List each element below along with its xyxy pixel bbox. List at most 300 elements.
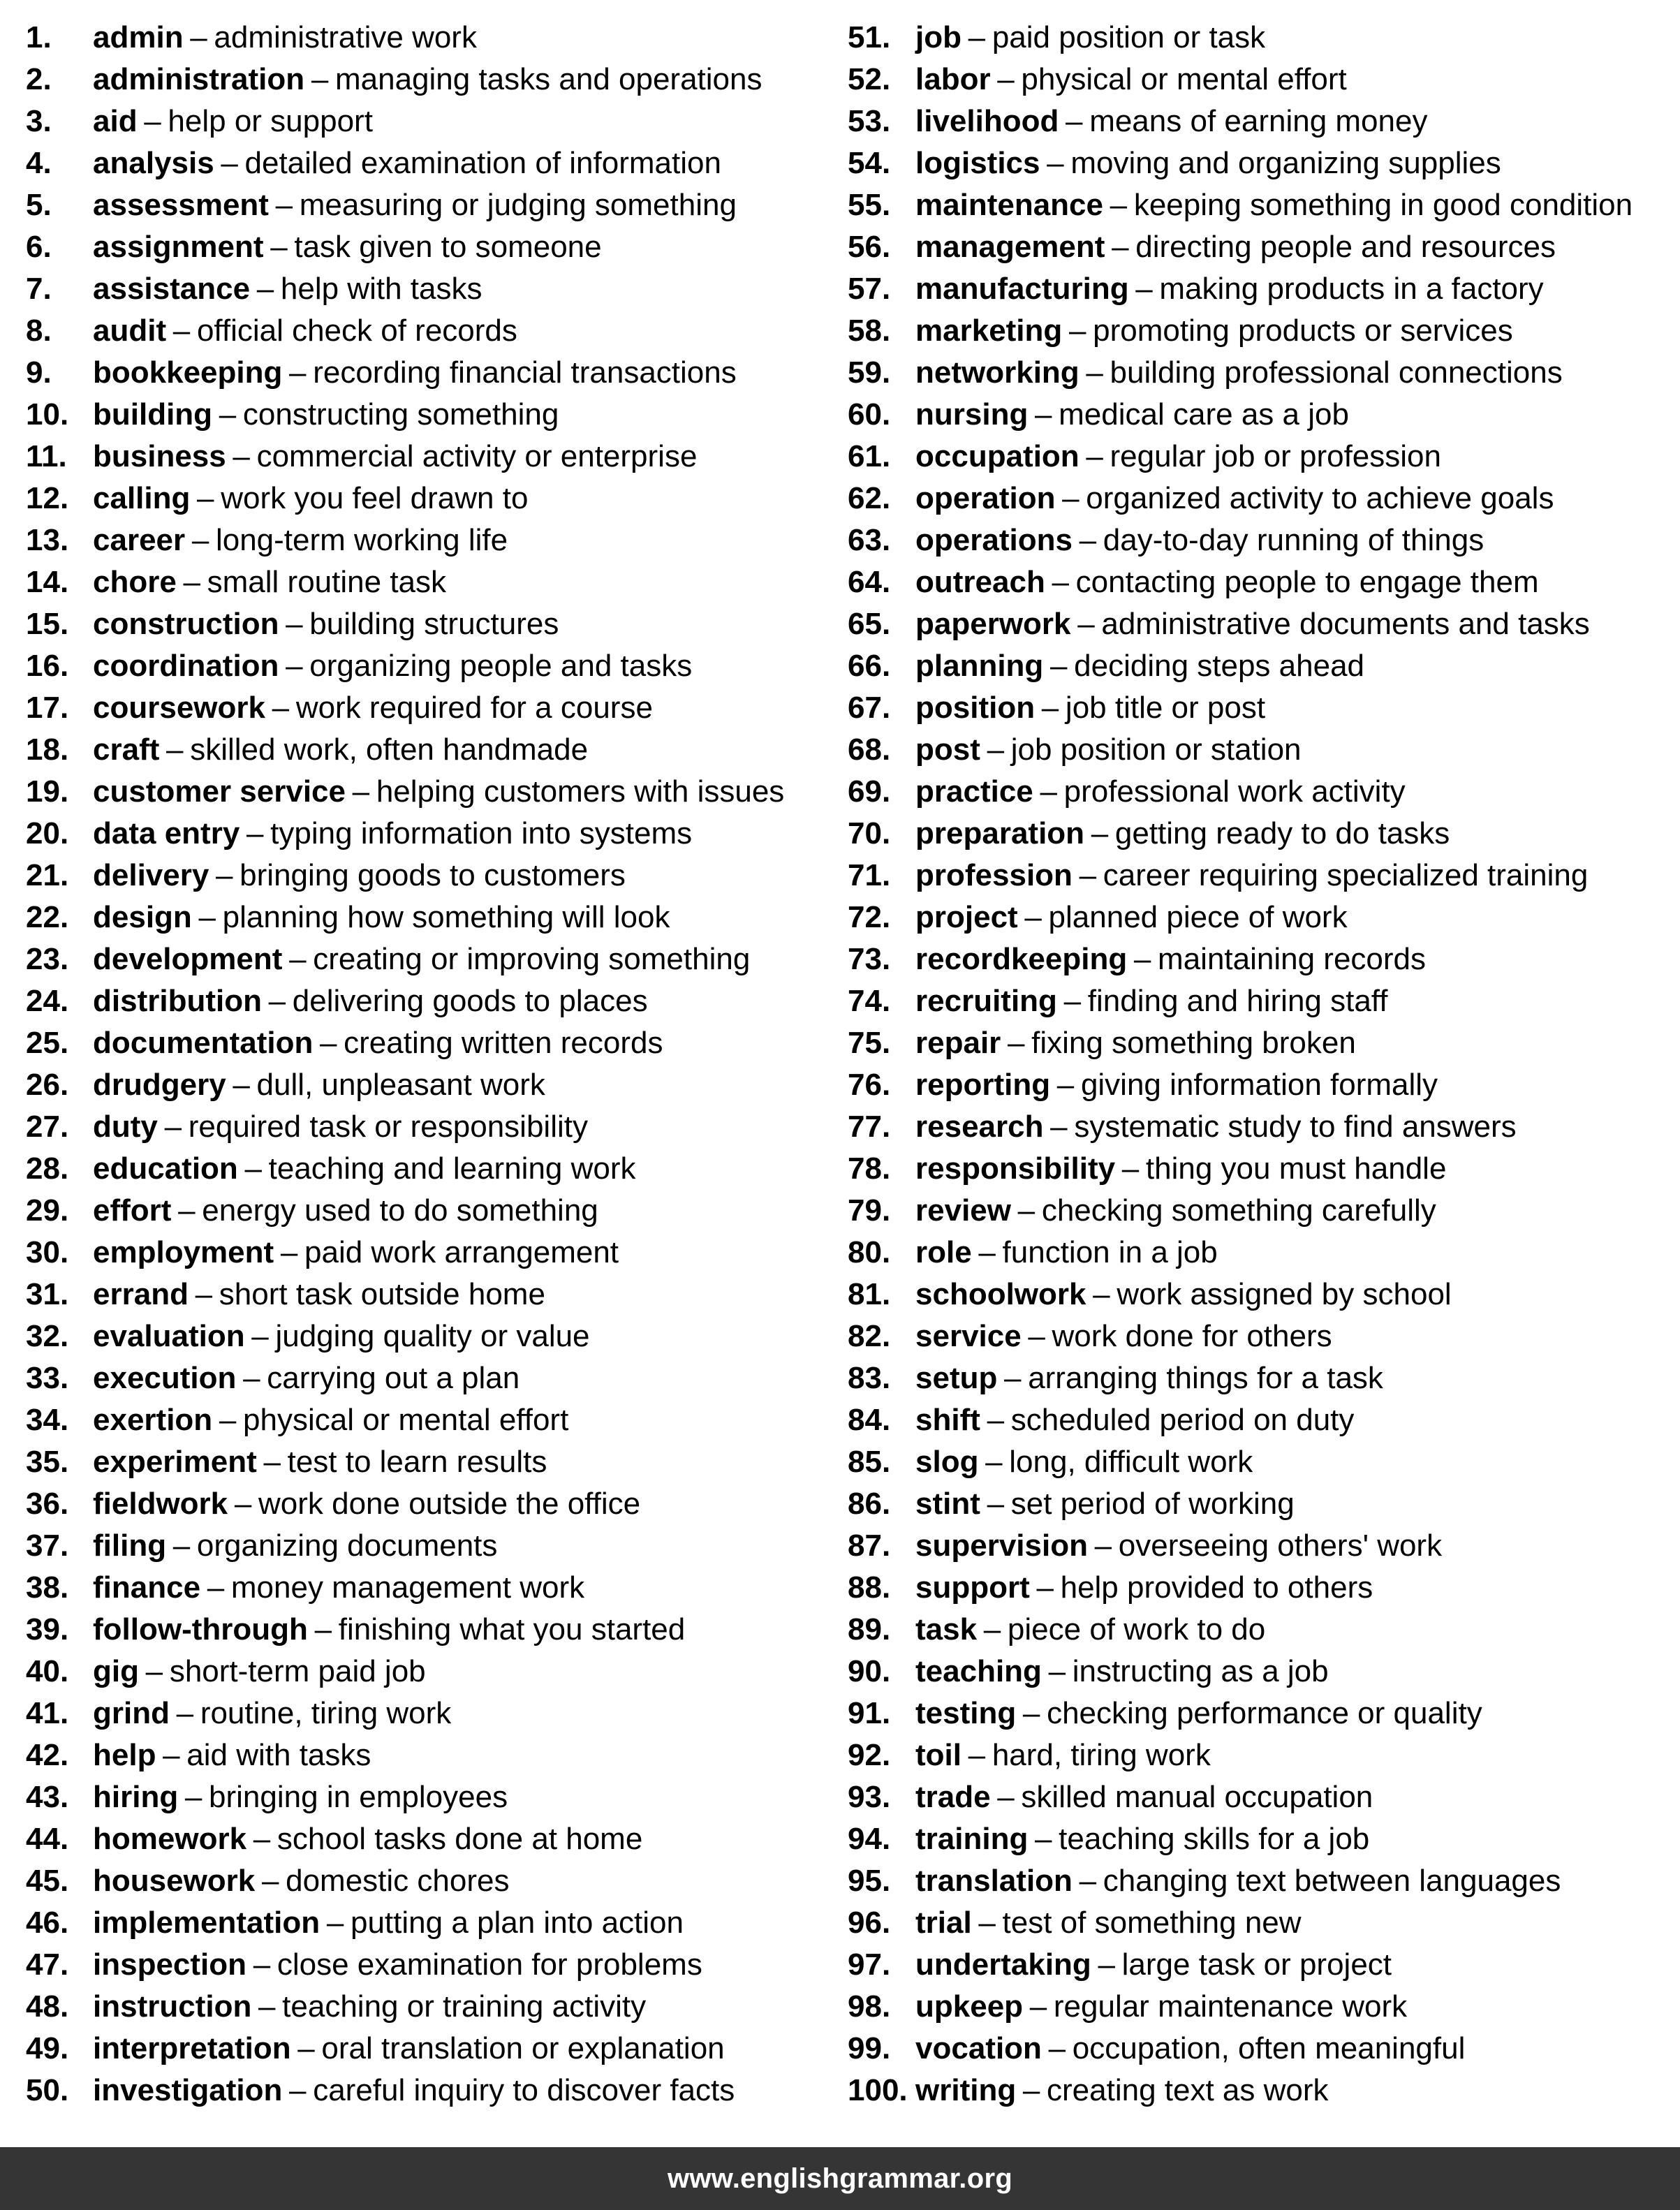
item-definition: piece of work to do — [1007, 1612, 1266, 1647]
item-number: 50. — [26, 2073, 69, 2107]
list-item — [26, 645, 784, 687]
footer-bar — [0, 2147, 1680, 2210]
item-term: task — [915, 1612, 978, 1647]
item-term: inspection — [93, 1947, 247, 1982]
item-separator: – — [1091, 816, 1109, 850]
list-item — [26, 1567, 784, 1609]
item-term: recordkeeping — [915, 942, 1128, 976]
item-definition: work done for others — [1052, 1319, 1332, 1353]
item-number: 72. — [848, 900, 891, 934]
item-term: fieldwork — [93, 1487, 228, 1521]
item-number: 14. — [26, 565, 69, 599]
footer-site-url: www.englishgrammar.org — [667, 2163, 1013, 2194]
item-term: gig — [93, 1654, 139, 1688]
item-separator: – — [275, 188, 293, 222]
item-term: audit — [93, 314, 167, 348]
list-item — [26, 1148, 784, 1190]
item-term: admin — [93, 20, 184, 54]
item-number: 38. — [26, 1570, 69, 1605]
item-number: 91. — [848, 1696, 891, 1730]
item-term: schoolwork — [915, 1277, 1086, 1311]
item-definition: making products in a factory — [1159, 272, 1544, 306]
item-separator: – — [997, 62, 1015, 96]
item-separator: – — [258, 1989, 276, 2024]
item-definition: help provided to others — [1060, 1570, 1373, 1605]
list-item — [848, 938, 1633, 980]
item-definition: official check of records — [196, 314, 517, 348]
item-term: development — [93, 942, 283, 976]
item-separator: – — [286, 649, 303, 683]
item-separator: – — [352, 774, 370, 809]
item-number: 68. — [848, 732, 891, 767]
item-number: 26. — [26, 1068, 69, 1102]
item-number: 43. — [26, 1780, 69, 1814]
item-number: 60. — [848, 397, 891, 432]
list-item — [26, 1483, 784, 1525]
item-definition: teaching skills for a job — [1059, 1822, 1370, 1856]
list-item — [848, 813, 1633, 855]
item-separator: – — [191, 523, 209, 557]
item-definition: bringing goods to customers — [240, 858, 626, 892]
item-definition: job title or post — [1065, 691, 1266, 725]
item-term: manufacturing — [915, 272, 1129, 306]
item-term: documentation — [93, 1026, 314, 1060]
item-number: 23. — [26, 942, 69, 976]
item-number: 39. — [26, 1612, 69, 1647]
item-term: construction — [93, 607, 279, 641]
item-definition: regular job or profession — [1110, 439, 1441, 473]
list-item — [26, 1022, 784, 1064]
item-number: 37. — [26, 1528, 69, 1563]
item-number: 46. — [26, 1906, 69, 1940]
item-number: 49. — [26, 2031, 69, 2065]
item-term: coordination — [93, 649, 279, 683]
item-separator: – — [978, 1235, 996, 1269]
item-number: 73. — [848, 942, 891, 976]
item-definition: bringing in employees — [209, 1780, 508, 1814]
item-term: teaching — [915, 1654, 1042, 1688]
list-item — [26, 1316, 784, 1357]
item-number: 98. — [848, 1989, 891, 2024]
item-separator: – — [286, 607, 303, 641]
item-number: 6. — [26, 230, 52, 264]
item-number: 44. — [26, 1822, 69, 1856]
item-definition: finishing what you started — [338, 1612, 686, 1647]
item-term: distribution — [93, 984, 262, 1018]
list-item — [26, 1190, 784, 1232]
item-separator: – — [968, 20, 986, 54]
item-definition: typing information into systems — [270, 816, 693, 850]
item-term: supervision — [915, 1528, 1088, 1563]
item-definition: maintaining records — [1158, 942, 1427, 976]
item-separator: – — [320, 1026, 337, 1060]
list-item — [848, 1064, 1633, 1106]
item-separator: – — [1041, 691, 1059, 725]
item-term: support — [915, 1570, 1030, 1605]
item-separator: – — [234, 1487, 252, 1521]
item-separator: – — [1063, 984, 1082, 1018]
list-item — [26, 268, 784, 310]
item-definition: finding and hiring staff — [1087, 984, 1388, 1018]
item-number: 51. — [848, 20, 891, 54]
list-item — [26, 1651, 784, 1693]
item-separator: – — [197, 481, 214, 515]
item-term: effort — [93, 1193, 172, 1228]
list-item — [26, 603, 784, 645]
item-separator: – — [166, 732, 184, 767]
item-term: customer service — [93, 774, 346, 809]
item-definition: helping customers with issues — [376, 774, 785, 809]
list-item — [26, 897, 784, 938]
item-number: 87. — [848, 1528, 891, 1563]
item-number: 8. — [26, 314, 52, 348]
item-number: 86. — [848, 1487, 891, 1521]
item-separator: – — [1093, 1277, 1110, 1311]
item-separator: – — [1035, 397, 1052, 432]
item-definition: function in a job — [1002, 1235, 1218, 1269]
list-item — [848, 394, 1633, 436]
item-definition: required task or responsibility — [188, 1110, 588, 1144]
item-separator: – — [1086, 439, 1103, 473]
item-number: 28. — [26, 1151, 69, 1186]
item-definition: moving and organizing supplies — [1070, 146, 1501, 180]
item-separator: – — [219, 1403, 237, 1437]
list-item — [26, 687, 784, 729]
list-item — [848, 478, 1633, 520]
item-term: trade — [915, 1780, 991, 1814]
list-item — [848, 771, 1633, 813]
item-definition: help or support — [168, 104, 373, 138]
item-number: 79. — [848, 1193, 891, 1228]
list-item — [26, 1902, 784, 1944]
item-term: bookkeeping — [93, 355, 283, 390]
item-separator: – — [172, 314, 191, 348]
item-definition: short-term paid job — [169, 1654, 426, 1688]
item-separator: – — [1022, 2073, 1040, 2107]
list-item — [26, 2028, 784, 2070]
item-term: operations — [915, 523, 1073, 557]
item-separator: – — [1068, 314, 1086, 348]
item-term: position — [915, 691, 1036, 725]
item-definition: planned piece of work — [1048, 900, 1348, 934]
item-definition: oral translation or explanation — [321, 2031, 725, 2065]
item-definition: money management work — [230, 1570, 585, 1605]
item-separator: – — [1086, 355, 1103, 390]
item-definition: energy used to do something — [202, 1193, 598, 1228]
list-item — [26, 520, 784, 561]
item-term: responsibility — [915, 1151, 1116, 1186]
item-number: 70. — [848, 816, 891, 850]
item-definition: measuring or judging something — [299, 188, 737, 222]
item-separator: – — [978, 1906, 996, 1940]
item-term: writing — [915, 2073, 1017, 2107]
item-definition: routine, tiring work — [200, 1696, 452, 1730]
item-number: 57. — [848, 272, 891, 306]
item-term: reporting — [915, 1068, 1051, 1102]
item-term: assistance — [93, 272, 251, 306]
item-definition: creating or improving something — [313, 942, 751, 976]
item-term: logistics — [915, 146, 1040, 180]
item-term: shift — [915, 1403, 980, 1437]
list-item — [848, 101, 1633, 142]
item-separator: – — [1079, 858, 1097, 892]
item-definition: small routine task — [207, 565, 447, 599]
item-definition: building professional connections — [1110, 355, 1563, 390]
list-item — [848, 729, 1633, 771]
item-separator: – — [968, 1738, 986, 1772]
item-separator: – — [1056, 1068, 1075, 1102]
item-number: 65. — [848, 607, 891, 641]
item-separator: – — [1040, 774, 1057, 809]
item-definition: work assigned by school — [1117, 1277, 1452, 1311]
item-separator: – — [1022, 1696, 1040, 1730]
item-term: assessment — [93, 188, 269, 222]
list-item — [26, 1232, 784, 1274]
item-definition: arranging things for a task — [1028, 1361, 1383, 1395]
item-definition: skilled work, often handmade — [190, 732, 589, 767]
item-definition: building structures — [309, 607, 559, 641]
list-item — [26, 101, 784, 142]
item-definition: overseeing others' work — [1118, 1528, 1443, 1563]
list-item — [848, 1106, 1633, 1148]
item-number: 33. — [26, 1361, 69, 1395]
list-item — [848, 1944, 1633, 1986]
item-separator: – — [1047, 146, 1064, 180]
item-separator: – — [1024, 900, 1042, 934]
item-definition: professional work activity — [1063, 774, 1406, 809]
list-item — [848, 645, 1633, 687]
item-number: 7. — [26, 272, 52, 306]
item-separator: – — [1062, 481, 1080, 515]
list-item — [26, 1986, 784, 2028]
list-item — [26, 1441, 784, 1483]
list-item — [848, 2070, 1633, 2112]
list-item — [26, 59, 784, 101]
list-item — [26, 1776, 784, 1818]
item-number: 11. — [26, 439, 67, 473]
item-definition: detailed examination of information — [244, 146, 721, 180]
item-term: service — [915, 1319, 1022, 1353]
list-item — [848, 855, 1633, 897]
item-separator: – — [1007, 1026, 1025, 1060]
list-item — [848, 1148, 1633, 1190]
list-item — [848, 1986, 1633, 2028]
item-separator: – — [1029, 1989, 1047, 2024]
item-term: setup — [915, 1361, 998, 1395]
item-separator: – — [145, 1654, 163, 1688]
item-number: 80. — [848, 1235, 891, 1269]
list-item — [848, 1274, 1633, 1316]
item-definition: instructing as a job — [1072, 1654, 1329, 1688]
item-term: upkeep — [915, 1989, 1024, 2024]
item-definition: delivering goods to places — [292, 984, 648, 1018]
item-number: 12. — [26, 481, 69, 515]
item-definition: work done outside the office — [258, 1487, 641, 1521]
item-definition: task given to someone — [294, 230, 602, 264]
item-term: follow-through — [93, 1612, 308, 1647]
item-term: translation — [915, 1864, 1073, 1898]
item-number: 47. — [26, 1947, 69, 1982]
list-item — [26, 478, 784, 520]
list-item — [848, 1357, 1633, 1399]
item-definition: hard, tiring work — [992, 1738, 1211, 1772]
item-definition: means of earning money — [1089, 104, 1428, 138]
item-number: 95. — [848, 1864, 891, 1898]
item-definition: deciding steps ahead — [1074, 649, 1365, 683]
item-separator: – — [144, 104, 161, 138]
item-number: 10. — [26, 397, 69, 432]
item-term: assignment — [93, 230, 264, 264]
item-term: preparation — [915, 816, 1085, 850]
item-term: execution — [93, 1361, 237, 1395]
item-term: employment — [93, 1235, 274, 1269]
item-separator: – — [256, 272, 274, 306]
item-number: 2. — [26, 62, 52, 96]
item-separator: – — [1048, 2031, 1066, 2065]
item-number: 82. — [848, 1319, 891, 1353]
item-separator: – — [983, 1612, 1001, 1647]
list-item — [26, 1944, 784, 1986]
item-term: project — [915, 900, 1018, 934]
item-term: design — [93, 900, 192, 934]
item-definition: careful inquiry to discover facts — [313, 2073, 735, 2107]
item-number: 13. — [26, 523, 69, 557]
left-column — [26, 17, 784, 2112]
item-definition: domestic chores — [286, 1864, 510, 1898]
item-term: building — [93, 397, 213, 432]
item-term: coursework — [93, 691, 265, 725]
item-term: housework — [93, 1864, 256, 1898]
item-term: recruiting — [915, 984, 1057, 1018]
list-item — [848, 352, 1633, 394]
list-item — [848, 1483, 1633, 1525]
item-number: 3. — [26, 104, 52, 138]
item-definition: promoting products or services — [1093, 314, 1513, 348]
list-item — [26, 1106, 784, 1148]
item-separator: – — [190, 20, 207, 54]
item-term: administration — [93, 62, 305, 96]
item-definition: contacting people to engage them — [1075, 565, 1539, 599]
item-number: 89. — [848, 1612, 891, 1647]
item-separator: – — [1112, 230, 1129, 264]
item-term: stint — [915, 1487, 980, 1521]
item-number: 32. — [26, 1319, 69, 1353]
item-number: 31. — [26, 1277, 69, 1311]
item-separator: – — [1052, 565, 1069, 599]
item-term: help — [93, 1738, 156, 1772]
list-item — [848, 897, 1633, 938]
item-separator: – — [172, 1528, 191, 1563]
item-number: 24. — [26, 984, 69, 1018]
list-item — [26, 1609, 784, 1651]
item-separator: – — [1135, 272, 1153, 306]
item-separator: – — [1035, 1822, 1052, 1856]
item-number: 78. — [848, 1151, 891, 1186]
list-item — [26, 1525, 784, 1567]
list-item — [26, 352, 784, 394]
item-definition: job position or station — [1010, 732, 1302, 767]
list-item — [848, 2028, 1633, 2070]
item-separator: – — [244, 1151, 262, 1186]
item-separator: – — [314, 1612, 332, 1647]
item-number: 97. — [848, 1947, 891, 1982]
item-term: evaluation — [93, 1319, 245, 1353]
list-item — [26, 226, 784, 268]
list-item — [848, 561, 1633, 603]
item-term: calling — [93, 481, 191, 515]
item-number: 4. — [26, 146, 52, 180]
item-definition: test of something new — [1002, 1906, 1302, 1940]
item-term: toil — [915, 1738, 961, 1772]
list-item — [848, 1232, 1633, 1274]
item-definition: administrative work — [214, 20, 477, 54]
item-definition: judging quality or value — [275, 1319, 590, 1353]
list-item — [26, 771, 784, 813]
item-term: slog — [915, 1445, 979, 1479]
item-separator: – — [289, 942, 307, 976]
list-item — [848, 1860, 1633, 1902]
right-column — [848, 17, 1633, 2112]
item-definition: large task or project — [1121, 1947, 1392, 1982]
item-definition: close examination for problems — [277, 1947, 702, 1982]
item-term: career — [93, 523, 186, 557]
list-item — [26, 142, 784, 184]
item-number: 55. — [848, 188, 891, 222]
item-number: 22. — [26, 900, 69, 934]
item-number: 41. — [26, 1696, 69, 1730]
item-term: implementation — [93, 1906, 320, 1940]
list-item — [848, 980, 1633, 1022]
item-term: testing — [915, 1696, 1017, 1730]
item-definition: physical or mental effort — [1021, 62, 1347, 96]
item-number: 18. — [26, 732, 69, 767]
item-number: 67. — [848, 691, 891, 725]
item-term: livelihood — [915, 104, 1059, 138]
item-definition: physical or mental effort — [243, 1403, 569, 1437]
item-number: 100. — [848, 2073, 908, 2107]
item-definition: thing you must handle — [1145, 1151, 1447, 1186]
item-separator: – — [261, 1864, 279, 1898]
item-number: 35. — [26, 1445, 69, 1479]
item-number: 96. — [848, 1906, 891, 1940]
item-separator: – — [183, 565, 200, 599]
item-number: 76. — [848, 1068, 891, 1102]
item-number: 61. — [848, 439, 891, 473]
list-item — [848, 184, 1633, 226]
item-separator: – — [163, 1738, 180, 1772]
item-separator: – — [1066, 104, 1083, 138]
list-item — [848, 142, 1633, 184]
list-item — [848, 1609, 1633, 1651]
list-item — [848, 1818, 1633, 1860]
item-definition: planning how something will look — [222, 900, 670, 934]
item-definition: checking something carefully — [1041, 1193, 1436, 1228]
list-item — [848, 17, 1633, 59]
item-term: delivery — [93, 858, 209, 892]
item-separator: – — [987, 732, 1005, 767]
item-definition: paid work arrangement — [304, 1235, 619, 1269]
item-definition: giving information formally — [1080, 1068, 1438, 1102]
item-definition: career requiring specialized training — [1103, 858, 1589, 892]
item-separator: – — [253, 1947, 271, 1982]
item-number: 69. — [848, 774, 891, 809]
list-item — [26, 1818, 784, 1860]
item-term: drudgery — [93, 1068, 226, 1102]
list-item — [26, 1357, 784, 1399]
item-term: finance — [93, 1570, 201, 1605]
item-separator: – — [987, 1403, 1005, 1437]
item-definition: creating text as work — [1047, 2073, 1329, 2107]
